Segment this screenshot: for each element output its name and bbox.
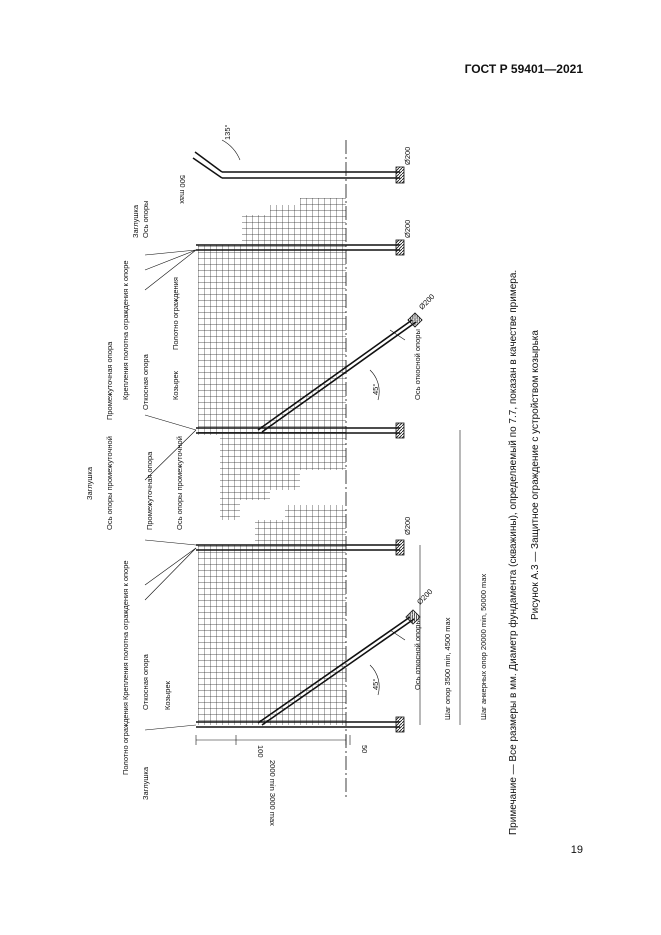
dim-shag-ankernyh: Шаг анкерных опор 20000 min, 50000 max bbox=[479, 573, 488, 720]
figure-note: Примечание — Все размеры в мм. Диаметр фундамента (скважины), определяемый по 7.7, показан в качестве примера. bbox=[508, 269, 519, 835]
dim-45-top: 45° bbox=[371, 383, 380, 395]
dim-50: 50 bbox=[360, 745, 369, 754]
document-header: ГОСТ Р 59401—2021 bbox=[464, 62, 583, 76]
dim-45-low: 45° bbox=[371, 678, 380, 690]
canopy bbox=[193, 152, 222, 178]
dim-135: 135° bbox=[223, 124, 232, 140]
dim-dia-3: Ø200 bbox=[403, 516, 412, 535]
label-otkosnaya-top: Откосная опора bbox=[141, 354, 150, 410]
label-polotno-low: Полотно ограждения bbox=[121, 702, 130, 775]
label-os-prom-mid2: Ось опоры промежуточной bbox=[175, 436, 184, 530]
dim-100: 100 bbox=[256, 745, 265, 758]
label-krepl-low: Крепления полотна ограждения к опоре bbox=[121, 560, 130, 700]
dim-500max: 500 max bbox=[178, 175, 187, 204]
label-os-otkosnoi-low: Ось откосной опоры bbox=[413, 619, 422, 690]
label-zaglushka-top: Заглушка bbox=[131, 204, 140, 238]
label-prom-opora-top: Промежуточная опора bbox=[105, 341, 114, 420]
dim-dia-2: Ø200 bbox=[403, 219, 412, 238]
dim-dia-1: Ø200 bbox=[403, 146, 412, 165]
fence-mesh-panels bbox=[198, 198, 346, 725]
label-kozyrek-low: Козырек bbox=[163, 681, 172, 710]
page-number: 19 bbox=[570, 844, 583, 856]
label-polotno-top: Полотно ограждения bbox=[171, 277, 180, 350]
dim-dia-4: Ø200 bbox=[417, 292, 437, 312]
label-prom-opora-mid: Промежуточная опора bbox=[145, 451, 154, 530]
label-zaglushka-low: Заглушка bbox=[141, 766, 150, 800]
label-os-otkosnoi-top: Ось откосной опоры bbox=[413, 329, 422, 400]
label-krepl-top: Крепления полотна ограждения к опоре bbox=[121, 260, 130, 400]
dim-2000-3000: 2000 min 3000 max bbox=[268, 760, 277, 826]
label-zaglushka-mid: Заглушка bbox=[85, 466, 94, 500]
dim-dia-5: Ø200 bbox=[415, 587, 435, 607]
label-kozyrek-top: Козырек bbox=[171, 371, 180, 400]
dim-shag-opor: Шаг опор 3500 min, 4500 max bbox=[443, 617, 452, 720]
figure-caption: Рисунок А.3 — Защитное ограждение с устройством козырька bbox=[530, 330, 541, 620]
label-os-prom-mid: Ось опоры промежуточной bbox=[105, 436, 114, 530]
label-os-opory-top: Ось опоры bbox=[141, 200, 150, 238]
label-otkosnaya-low: Откосная опора bbox=[141, 654, 150, 710]
